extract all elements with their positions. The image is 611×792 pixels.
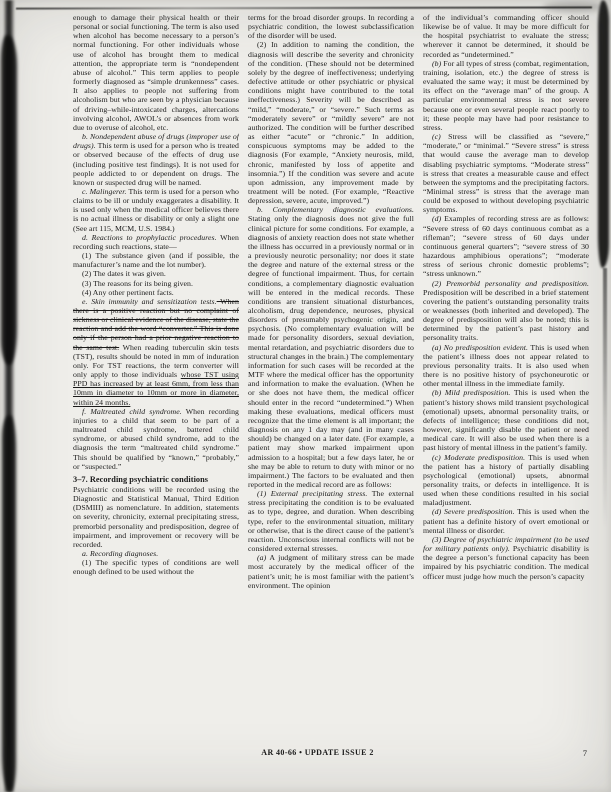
text-run: When recording injuries to a child that seem to be part of a maltreated child syndrome, battered child syndrome, or abused child syndrome, add to the diagnosis the term “maltreated child syndrome.” This should be qualified by “known,” “probably,” or “suspected.” xyxy=(73,406,239,471)
text-run: Examples of recording stress are as follows: “Severe stress of 60 days continuous combat as a rifleman”; “severe stress of 60 days under continuous general quarters”; “severe stress of 30 hazardous amphibious operations”; “moderate stress of serious chronic domestic problems”; “stress unknown.” xyxy=(423,214,589,279)
section-heading xyxy=(73,475,239,484)
text-run: (b) xyxy=(432,58,442,68)
paragraph xyxy=(73,233,239,251)
scan-artifact-top-line xyxy=(16,6,592,9)
paragraph xyxy=(423,214,589,278)
paragraph xyxy=(248,13,414,40)
scan-artifact-right-edge xyxy=(598,0,609,268)
page-number: 7 xyxy=(582,748,587,758)
text-run: This is used when the patient has a history of partially disabling psychological (emotional) upsets, abnormal personality traits, or defects in intelligence. It is used when these conditions resulted in his social maladjustment. xyxy=(423,452,589,508)
paragraph xyxy=(423,535,589,581)
text-run: (2) The dates it was given. xyxy=(82,269,166,279)
column-2 xyxy=(248,13,414,747)
text-run: A judgment of military stress can be made most accurately by the medical officer of the patient’s unit; he is most familiar with the patient’s environment. The opinion xyxy=(248,553,414,590)
paragraph xyxy=(423,59,589,132)
column-3 xyxy=(423,13,589,747)
text-run: (d) xyxy=(432,214,442,224)
text-run: When reading tuberculin skin tests (TST), results should be noted in mm of induration only. For TST reactions, the term converter will only apply to those individuals xyxy=(73,342,239,380)
page-footer xyxy=(73,748,589,760)
scan-artifact-right-streak xyxy=(603,268,607,528)
paragraph xyxy=(423,343,589,389)
text-run: (a) No predisposition evident. xyxy=(432,342,528,352)
text-run: (a) xyxy=(257,553,267,563)
text-run: terms for the broad disorder groups. In recording a psychiatric condition, the lowest subclassification of the disorder will be used. xyxy=(248,13,414,41)
text-run: (c) Moderate predisposition. xyxy=(432,452,526,462)
text-run: When recording such reactions, state— xyxy=(73,232,239,251)
text-run: (d) Severe predisposition. xyxy=(432,507,515,517)
text-run: b. Nondependent abuse of drugs (improper use of drugs). xyxy=(73,132,239,151)
footer-document-id: AR 40-66 • UPDATE ISSUE 2 xyxy=(261,748,374,757)
text-run: Predisposition will be described in a brief statement covering the patient’s outstanding personality traits or weaknesses (both inherited and developed). The degree of predisposition will also be noted; this is determined by the patient’s past history and personality traits. xyxy=(423,287,589,343)
text-run: This is used when the patient’s history shows mild transient psychological (emotional) upsets, abnormal personality traits, or defects of intelligence; these conditions did not, however, significantly disable the patient or need medical care. It will also be used when there is a past history of mental illness in the patient’s family. xyxy=(423,388,589,453)
text-run: (b) Mild predisposition. xyxy=(432,388,511,398)
text-run: d. Reactions to prophylactic procedures. xyxy=(82,232,217,242)
text-run: whose TST using PPD has increased by at least 6mm, from less than 10mm in diameter to 10mm or more in diameter, within 24 months. xyxy=(73,370,239,407)
text-run: enough to damage their physical health or their personal or social functioning. The term is also used when alcohol has become necessary to a person’s normal functioning. For other individuals whose use of alcohol has brought them to medical attention, the appropriate term is “nondependent abuse of alcohol.” This term applies to people formerly diagnosed as “simple drunkenness” cases. It also applies to people not suffering from alcoholism but who are seen by a physician because of driving–while-intoxicated charges, altercations involving alcohol, AWOL’s or absences from work due to overuse of alcohol, etc. xyxy=(73,13,239,132)
text-run: For all types of stress (combat, regimentation, training, isolation, etc.) the degree of stress is evaluated the same way; it must be determined by its effect on the “average man” of the group. A particular environmental stress is not severe because one or even several people react poorly to it; these people may have had poor resistance to stress. xyxy=(423,58,589,132)
paragraph xyxy=(73,251,239,269)
paragraph xyxy=(423,388,589,452)
text-run: (2) Premorbid personality and predisposition. xyxy=(432,278,589,288)
scan-artifact-corner-smudge xyxy=(543,2,603,12)
text-run: When there is a positive reaction but no complaint of sickness or clinical evidence of the disease, state the reaction and add the word “converter.” This is done only if the person had a prior negative reaction to the same test. xyxy=(73,296,239,352)
text-run: (1) External precipitating stress. xyxy=(257,489,368,499)
text-run: (4) Any other pertinent facts. xyxy=(82,287,174,297)
text-run: This is used when the patient has a definite history of overt emotional or mental illness or disorder. xyxy=(423,507,589,535)
text-run: a. Recording diagnoses. xyxy=(82,549,159,559)
text-run: (2) In addition to naming the condition, the diagnosis will describe the severity and chronicity of the condition. (These should not be determined solely by the degree of ineffectiveness; underlying defective attitude or other psychiatric or physical conditions might have contributed to the total ineffectiveness.) Severity will be described as “mild,” “moderate,” or “severe.” Such terms as “moderately severe” or “mildly severe” are not authorized. The condition will be further described as either “acute” or “chronic.” In addition, conspicuous symptoms may be added to the diagnosis (For example, “Anxiety neurosis, mild, chronic, manifested by loss of appetite and insomnia.”) If the condition was severe and acute upon admission, any improvement made by treatment will be noted. (For example, “Reactive depression, severe, acute, improved.”) xyxy=(248,40,414,206)
paragraph xyxy=(73,269,239,278)
text-run: Stress will be classified as “severe,” “moderate,” or “minimal.” “Severe stress” is stress that would cause the average man to develop disabling psychiatric symptoms. “Moderate stress” is stress that creates a measurable cause and effect between the symptoms and the precipitating factors. “Minimal stress” is stress that the average man could be exposed to without developing psychiatric symptoms. xyxy=(423,132,589,215)
text-run: of the individual’s commanding officer should likewise be of value. It may be more difficult for the hospital psychiatrist to evaluate the stress; wherever it cannot be determined, it should be recorded as “undetermined.” xyxy=(423,13,589,59)
paragraph xyxy=(73,297,239,407)
text-run: e. Skin immunity and sensitization tests. xyxy=(82,296,217,306)
paragraph xyxy=(73,279,239,288)
text-run: (1) The specific types of conditions are well enough defined to be used without the xyxy=(73,558,239,577)
paragraph xyxy=(73,407,239,471)
text-run: (1) The substance given (and if possible, the manufacturer’s name and the lot number). xyxy=(73,251,239,270)
text-run: This term is used for a person who is treated or observed because of the effects of drug use (including positive test findings). It is not used for people addicted to or dependent on drugs. The known or suspected drug will be named. xyxy=(73,141,239,187)
paragraph xyxy=(73,288,239,297)
text-run: Psychiatric disability is the degree a person’s functional capacity has been impaired by his psychiatric condition. The medical officer must judge how much the person’s capacity xyxy=(423,544,589,581)
paragraph xyxy=(73,13,239,132)
text-run: (3) Degree of psychiatric impairment (to be used for military patients only). xyxy=(423,534,589,554)
paragraph xyxy=(423,507,589,534)
text-run: Stating only the diagnosis does not give the full clinical picture for some conditions. For example, a diagnosis of anxiety reaction does not state whether the illness has occurred in a previously normal or in a previously neurotic personality; nor does it state the degree and nature of the external stress or the degree of functional impairment. Thus, for certain conditions, a complementary diagnostic evaluation will be entered in the medical records. These conditions are transient situational disturbances, alcoholism, drug dependence, neuroses, physical disorders of presumably psychogenic origin, and psychosis. (No complementary evaluation will be made for personality disorders, sexual deviation, mental retardation, and psychiatric disorders due to structural changes in the brain.) The complementary information for such cases will be recorded at the MTF where the medical officer has the opportunity and information to make the evaluation. (When he or she does not have them, the medical officer should enter in the record “undetermined.”) When making these evaluations, medical officers must recognize that the time element is all important; the diagnosis on any 1 day may (and in many cases should) be changed on a later date. (For example, a patient may show marked impairment upon admission to a hospital; but a few days later, he or she may be able to return to duty with minor or no impairment.) The factors to be evaluated and then reported in the medical record are as follows: xyxy=(248,214,414,489)
text-run: b. Complementary diagnostic evaluations. xyxy=(257,205,414,215)
paragraph xyxy=(248,553,414,590)
scan-artifact-left-blob-lower xyxy=(2,415,16,792)
paragraph xyxy=(248,40,414,205)
text-run: The external stress precipitating the condition is to be evaluated as to type, degree, and duration. When describing type, refer to the environmental situation, military or otherwise, that is the direct cause of the patient’s reaction. Unconscious internal conflicts will not be considered external stresses. xyxy=(248,489,414,554)
paragraph xyxy=(423,13,589,59)
paragraph xyxy=(73,485,239,549)
paragraph xyxy=(423,453,589,508)
paragraph xyxy=(423,279,589,343)
text-run: This term is used for a person who claims to be ill or unduly exaggerates a disability. It is used only when the medical officer believes there is no actual illness or disability or only a slight one (See art 115, MCM, U.S. 1984.) xyxy=(73,186,239,233)
column-1 xyxy=(73,13,239,747)
paragraph xyxy=(73,132,239,187)
text-run: c. Malingerer. xyxy=(82,186,127,196)
paragraph xyxy=(423,132,589,214)
text-run: Psychiatric conditions will be recorded using the Diagnostic and Statistical Manual, Third Edition (DSMIII) as nomenclature. In addition, statements on severity, chronicity, external precipitating stress, premorbid personality and predisposition, degree of impairment, and improvement or recovery will be recorded. xyxy=(73,484,239,549)
paragraph xyxy=(248,489,414,553)
paragraph xyxy=(248,205,414,489)
text-columns xyxy=(73,13,589,747)
text-run: (c) xyxy=(432,132,441,142)
paragraph xyxy=(73,558,239,576)
paragraph xyxy=(73,549,239,558)
paragraph xyxy=(73,187,239,233)
text-run: 3–7. Recording psychiatric conditions xyxy=(73,474,209,484)
text-run: (3) The reasons for its being given. xyxy=(82,278,194,288)
scan-artifact-left-blob-upper xyxy=(1,35,17,365)
text-run: This is used when the patient’s illness does not appear related to previous personality traits. It is also used when there is no positive history of psychoneurotic or other mental illness in the immediate family. xyxy=(423,342,589,389)
text-run: f. Maltreated child syndrome. xyxy=(82,406,182,416)
